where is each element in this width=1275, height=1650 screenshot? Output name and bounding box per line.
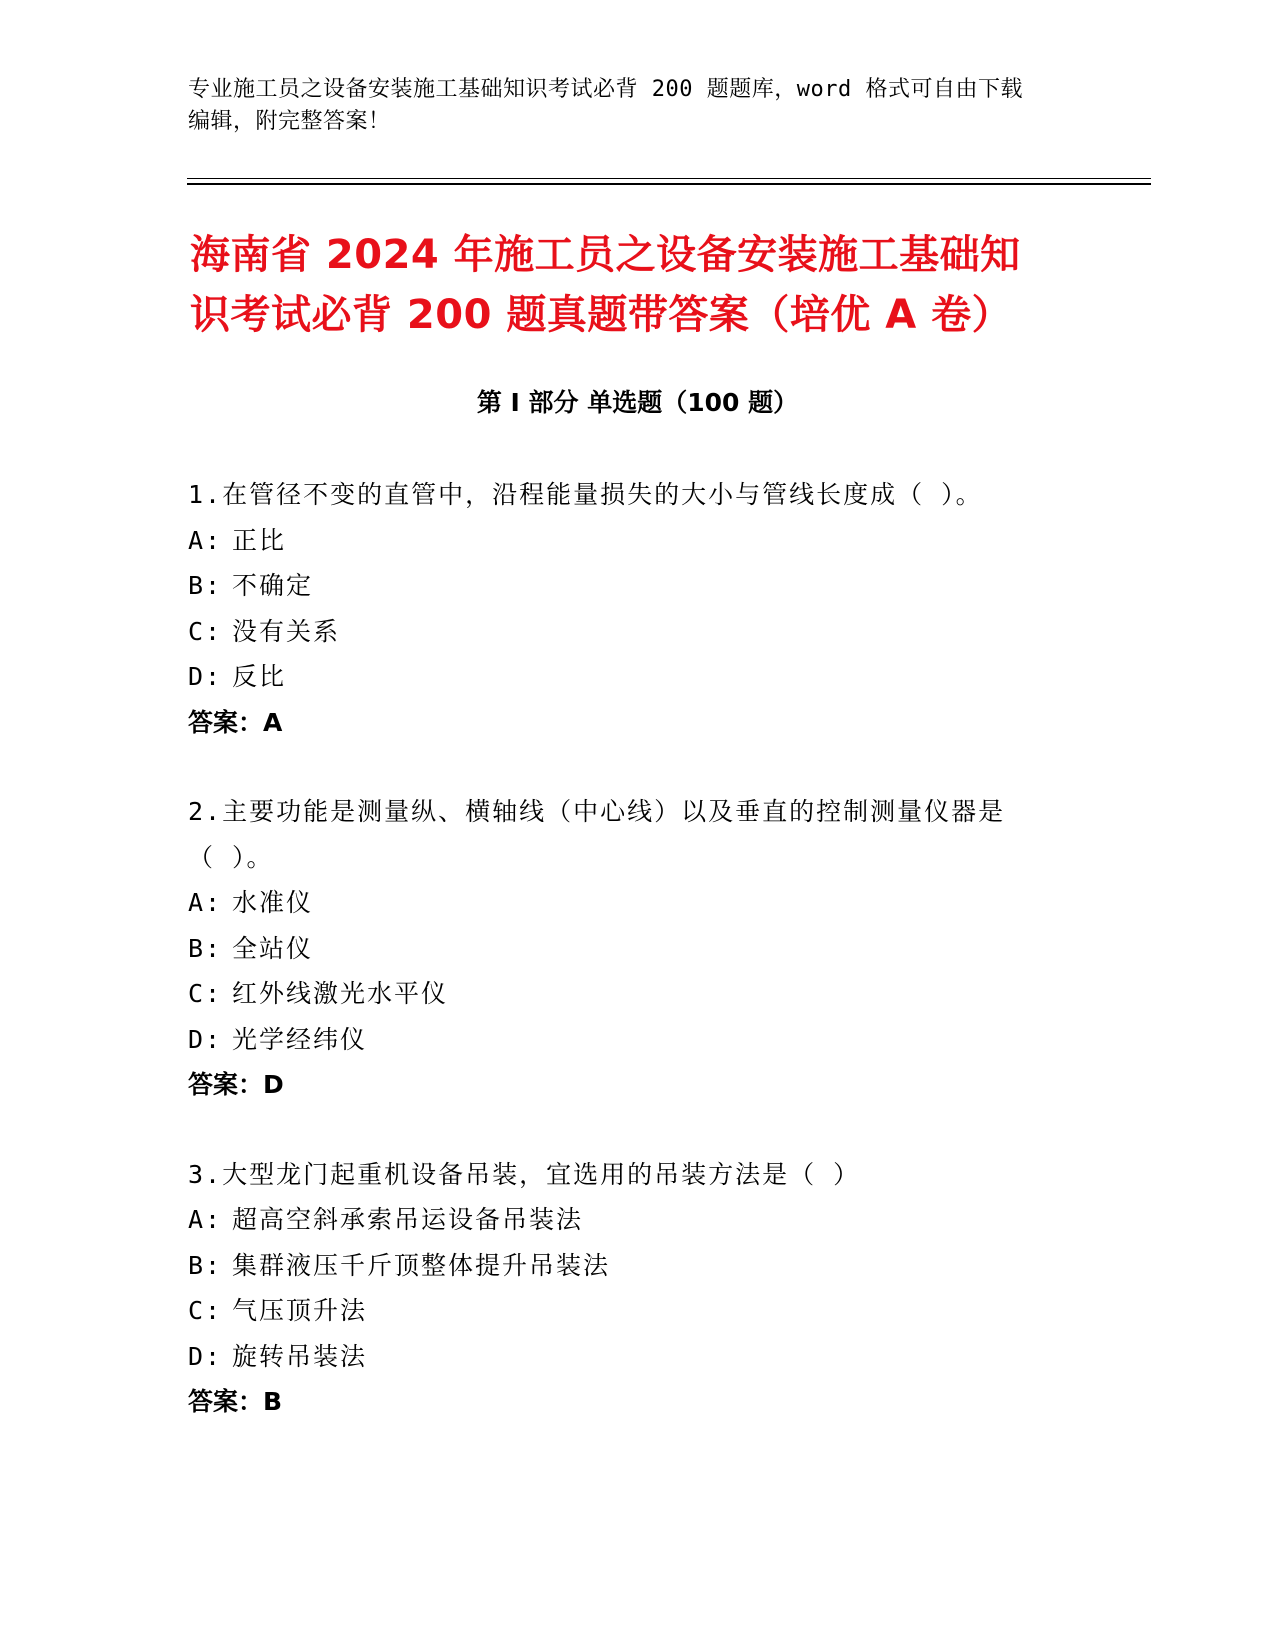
header-note-line-2: 编辑，附完整答案！ <box>188 109 391 134</box>
option-letter: D: <box>188 662 223 691</box>
option-letter: C: <box>188 979 223 1008</box>
option-text: 光学经纬仪 <box>232 1024 368 1054</box>
option-letter: B: <box>188 1250 223 1280</box>
question-stem: 3.大型龙门起重机设备吊装，宜选用的吊装方法是（ ） <box>188 1159 861 1189</box>
question-stem-continued: （ ）。 <box>188 842 274 872</box>
option-text: 全站仪 <box>232 933 314 963</box>
section-heading: 第 I 部分 单选题（100 题） <box>476 388 799 417</box>
header-divider-thin <box>187 178 1151 179</box>
option-b <box>188 926 1088 972</box>
option-text: 不确定 <box>232 571 314 600</box>
option-text: 超高空斜承索吊运设备吊装法 <box>232 1205 584 1234</box>
option-text: 水准仪 <box>232 888 314 917</box>
option-text: 反比 <box>232 662 287 691</box>
question-2 <box>188 789 1088 1108</box>
question-stem: 1.在管径不变的直管中，沿程能量损失的大小与管线长度成（ ）。 <box>188 480 983 509</box>
option-b <box>188 1243 1088 1289</box>
option-text: 旋转吊装法 <box>232 1341 368 1371</box>
option-letter: D: <box>188 1024 223 1054</box>
option-c <box>188 1288 1088 1334</box>
option-a <box>188 880 1088 926</box>
option-letter: C: <box>188 616 223 646</box>
option-letter: D: <box>188 1341 223 1371</box>
option-d <box>188 1334 1088 1380</box>
question-1 <box>188 472 1088 745</box>
question-stem: 2.主要功能是测量纵、横轴线（中心线）以及垂直的控制测量仪器是 <box>188 797 1006 826</box>
option-letter: B: <box>188 571 223 600</box>
option-c <box>188 609 1088 655</box>
answer-line: 答案：D <box>188 1070 284 1099</box>
option-letter: C: <box>188 1296 223 1325</box>
option-letter: A: <box>188 1205 223 1234</box>
document-title-line-2: 识考试必背 200 题真题带答案（培优 A 卷） <box>190 292 1013 338</box>
option-letter: A: <box>188 888 223 917</box>
option-text: 正比 <box>232 525 287 555</box>
header-note-line-1: 专业施工员之设备安装施工基础知识考试必背 200 题题库，word 格式可自由下载 <box>188 77 1023 102</box>
option-d <box>188 654 1088 700</box>
answer-line: 答案：B <box>188 1387 283 1416</box>
option-a <box>188 1197 1088 1243</box>
option-letter: B: <box>188 933 223 963</box>
document-title <box>190 225 1090 345</box>
document-title-line-1: 海南省 2024 年施工员之设备安装施工基础知 <box>190 232 1021 278</box>
answer-line: 答案：A <box>188 707 283 737</box>
option-c <box>188 971 1088 1017</box>
header-divider-thick <box>187 183 1151 185</box>
option-text: 没有关系 <box>232 616 341 646</box>
option-text: 集群液压千斤顶整体提升吊装法 <box>232 1250 611 1280</box>
option-text: 气压顶升法 <box>232 1296 368 1325</box>
option-letter: A: <box>188 525 223 555</box>
option-b <box>188 563 1088 609</box>
question-3 <box>188 1152 1088 1425</box>
document-header-note <box>188 74 1088 138</box>
question-list <box>188 472 1088 1469</box>
option-a <box>188 518 1088 564</box>
option-text: 红外线激光水平仪 <box>232 979 449 1008</box>
option-d <box>188 1017 1088 1063</box>
